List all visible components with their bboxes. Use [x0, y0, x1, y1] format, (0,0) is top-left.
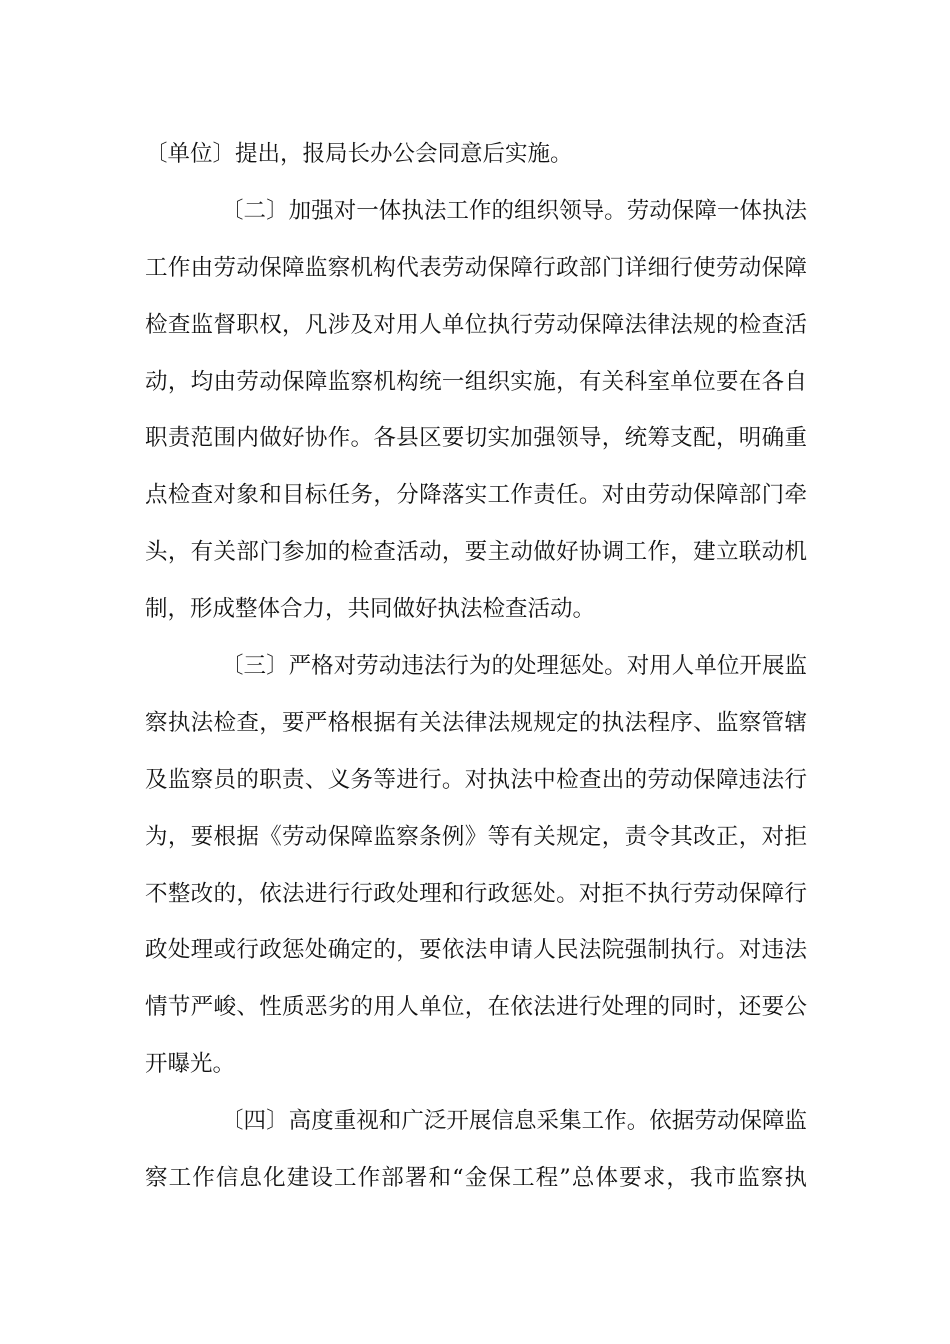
text-line: 开曝光。 — [145, 1051, 236, 1078]
text-line: 制，形成整体合力，共同做好执法检查活动。 — [145, 596, 596, 623]
text-line: 点检查对象和目标任务，分降落实工作责任。对由劳动保障部门牵 — [145, 482, 807, 509]
text-line: 为，要根据《劳动保障监察条例》等有关规定，责令其改正，对拒 — [145, 823, 807, 850]
paragraph-first-line: 〔四〕高度重视和广泛开展信息采集工作。依据劳动保障监 — [221, 1108, 807, 1135]
text-line: 检查监督职权，凡涉及对用人单位执行劳动保障法律法规的检查活 — [145, 311, 807, 338]
text-line: 察执法检查，要严格根据有关法律法规规定的执法程序、监察管辖 — [145, 709, 807, 736]
paragraph-first-line: 〔二〕加强对一体执法工作的组织领导。劳动保障一体执法 — [221, 197, 807, 224]
body-text — [145, 126, 807, 1207]
text-line: 政处理或行政惩处确定的，要依法申请人民法院强制执行。对违法 — [145, 937, 807, 964]
text-line: 动，均由劳动保障监察机构统一组织实施，有关科室单位要在各自 — [145, 368, 807, 395]
text-line: 工作由劳动保障监察机构代表劳动保障行政部门详细行使劳动保障 — [145, 254, 807, 281]
text-line: 情节严峻、性质恶劣的用人单位，在依法进行处理的同时，还要公 — [145, 994, 807, 1021]
text-line: 〔单位〕提出，报局长办公会同意后实施。 — [145, 141, 573, 167]
text-line: 及监察员的职责、义务等进行。对执法中检查出的劳动保障违法行 — [145, 766, 807, 793]
text-line: 职责范围内做好协作。各县区要切实加强领导，统筹支配，明确重 — [145, 425, 807, 452]
text-line: 不整改的，依法进行行政处理和行政惩处。对拒不执行劳动保障行 — [145, 880, 807, 907]
text-line: 头，有关部门参加的检查活动，要主动做好协调工作，建立联动机 — [145, 539, 807, 566]
paragraph-first-line: 〔三〕严格对劳动违法行为的处理惩处。对用人单位开展监 — [221, 653, 807, 680]
text-line: 察工作信息化建设工作部署和“金保工程”总体要求，我市监察执 — [145, 1165, 807, 1192]
